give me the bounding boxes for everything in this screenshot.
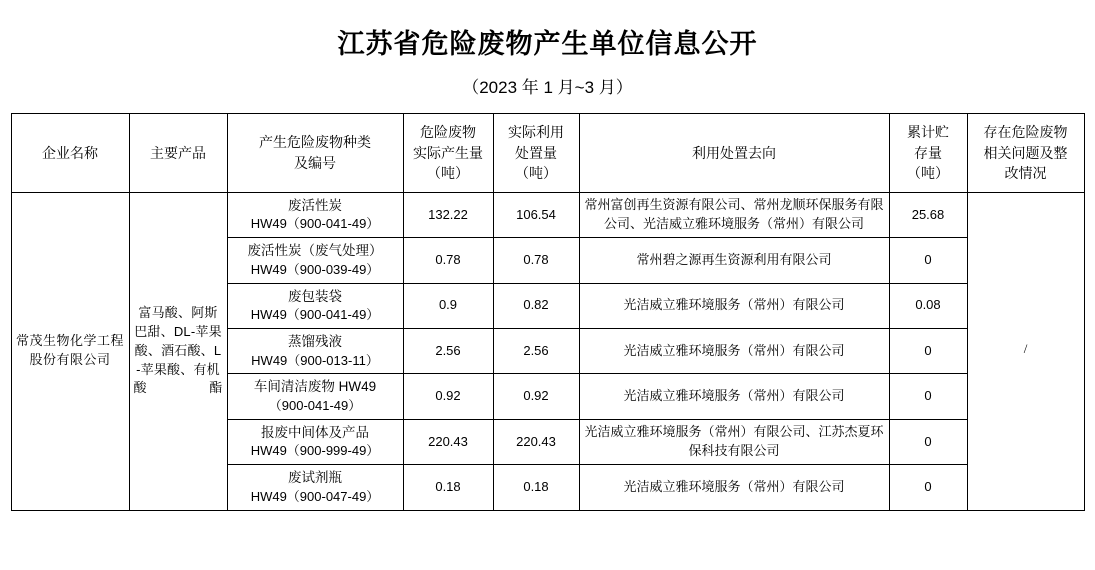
stored-amount-cell: 0 xyxy=(889,374,967,419)
column-header-waste-type: 产生危险废物种类 及编号 xyxy=(227,113,403,192)
generated-amount-cell: 132.22 xyxy=(403,192,493,237)
waste-code: HW49（900-039-49） xyxy=(250,261,380,277)
main-product-cell: 富马酸、阿斯巴甜、DL-苹果酸、酒石酸、L-苹果酸、有机酸酯 xyxy=(129,192,227,510)
page-title: 江苏省危险废物产生单位信息公开 xyxy=(337,29,758,59)
column-header-generated: 危险废物 实际产生量 （吨） xyxy=(403,113,493,192)
issues-value: / xyxy=(1023,340,1028,356)
table-header-row xyxy=(11,113,1084,192)
waste-name: 废活性炭 xyxy=(288,197,342,213)
table-row xyxy=(11,192,1084,237)
waste-code: （900-041-49） xyxy=(268,397,362,413)
generated-amount-cell: 220.43 xyxy=(403,419,493,464)
destination-cell: 光洁威立雅环境服务（常州）有限公司 xyxy=(579,283,889,328)
waste-name: 车间清洁废物 HW49 xyxy=(253,379,377,395)
generated-amount-cell: 0.9 xyxy=(403,283,493,328)
waste-code: HW49（900-999-49） xyxy=(250,443,380,459)
waste-type-cell xyxy=(227,465,403,510)
waste-code: HW49（900-013-11） xyxy=(251,352,379,368)
disposed-amount-cell: 2.56 xyxy=(493,329,579,374)
generated-amount-cell: 2.56 xyxy=(403,329,493,374)
generated-amount-cell: 0.92 xyxy=(403,374,493,419)
waste-name: 废活性炭（废气处理） xyxy=(247,243,383,259)
stored-amount-cell: 0 xyxy=(889,238,967,283)
column-header-stored: 累计贮 存量 （吨） xyxy=(889,113,967,192)
waste-type-cell xyxy=(227,329,403,374)
table-body xyxy=(11,192,1084,510)
waste-name: 废试剂瓶 xyxy=(288,470,342,486)
waste-type-cell xyxy=(227,283,403,328)
hazardous-waste-table xyxy=(11,113,1085,511)
issues-cell xyxy=(967,192,1084,510)
column-header-company: 企业名称 xyxy=(11,113,129,192)
waste-code: HW49（900-041-49） xyxy=(250,307,380,323)
disposed-amount-cell: 220.43 xyxy=(493,419,579,464)
stored-amount-cell: 0.08 xyxy=(889,283,967,328)
generated-amount-cell: 0.18 xyxy=(403,465,493,510)
stored-amount-cell: 0 xyxy=(889,329,967,374)
waste-name: 蒸馏残液 xyxy=(288,334,342,349)
disposed-amount-cell: 0.82 xyxy=(493,283,579,328)
destination-cell: 光洁威立雅环境服务（常州）有限公司、江苏杰夏环保科技有限公司 xyxy=(579,419,889,464)
waste-type-cell xyxy=(227,419,403,464)
page-subtitle: （2023 年 1 月~3 月） xyxy=(462,78,633,98)
disposed-amount-cell: 106.54 xyxy=(493,192,579,237)
generated-amount-cell: 0.78 xyxy=(403,238,493,283)
document-page xyxy=(0,28,1095,570)
destination-cell: 光洁威立雅环境服务（常州）有限公司 xyxy=(579,329,889,374)
waste-type-cell xyxy=(227,374,403,419)
disposed-amount-cell: 0.18 xyxy=(493,465,579,510)
destination-cell: 常州富创再生资源有限公司、常州龙顺环保服务有限公司、光洁威立雅环境服务（常州）有限公司 xyxy=(579,192,889,237)
waste-name: 废包装袋 xyxy=(288,288,342,304)
column-header-disposed: 实际利用 处置量 （吨） xyxy=(493,113,579,192)
destination-cell: 光洁威立雅环境服务（常州）有限公司 xyxy=(579,465,889,510)
company-name-cell: 常茂生物化学工程股份有限公司 xyxy=(11,192,129,510)
waste-type-cell xyxy=(227,192,403,237)
destination-cell: 光洁威立雅环境服务（常州）有限公司 xyxy=(579,374,889,419)
column-header-destination: 利用处置去向 xyxy=(579,113,889,192)
disposed-amount-cell: 0.78 xyxy=(493,238,579,283)
waste-type-cell xyxy=(227,238,403,283)
disposed-amount-cell: 0.92 xyxy=(493,374,579,419)
stored-amount-cell: 25.68 xyxy=(889,192,967,237)
waste-code: HW49（900-047-49） xyxy=(250,488,380,504)
stored-amount-cell: 0 xyxy=(889,465,967,510)
stored-amount-cell: 0 xyxy=(889,419,967,464)
column-header-issues: 存在危险废物 相关问题及整 改情况 xyxy=(967,113,1084,192)
waste-code: HW49（900-041-49） xyxy=(250,216,380,232)
column-header-product: 主要产品 xyxy=(129,113,227,192)
destination-cell: 常州碧之源再生资源利用有限公司 xyxy=(579,238,889,283)
waste-name: 报废中间体及产品 xyxy=(261,424,369,440)
table-header xyxy=(11,113,1084,192)
